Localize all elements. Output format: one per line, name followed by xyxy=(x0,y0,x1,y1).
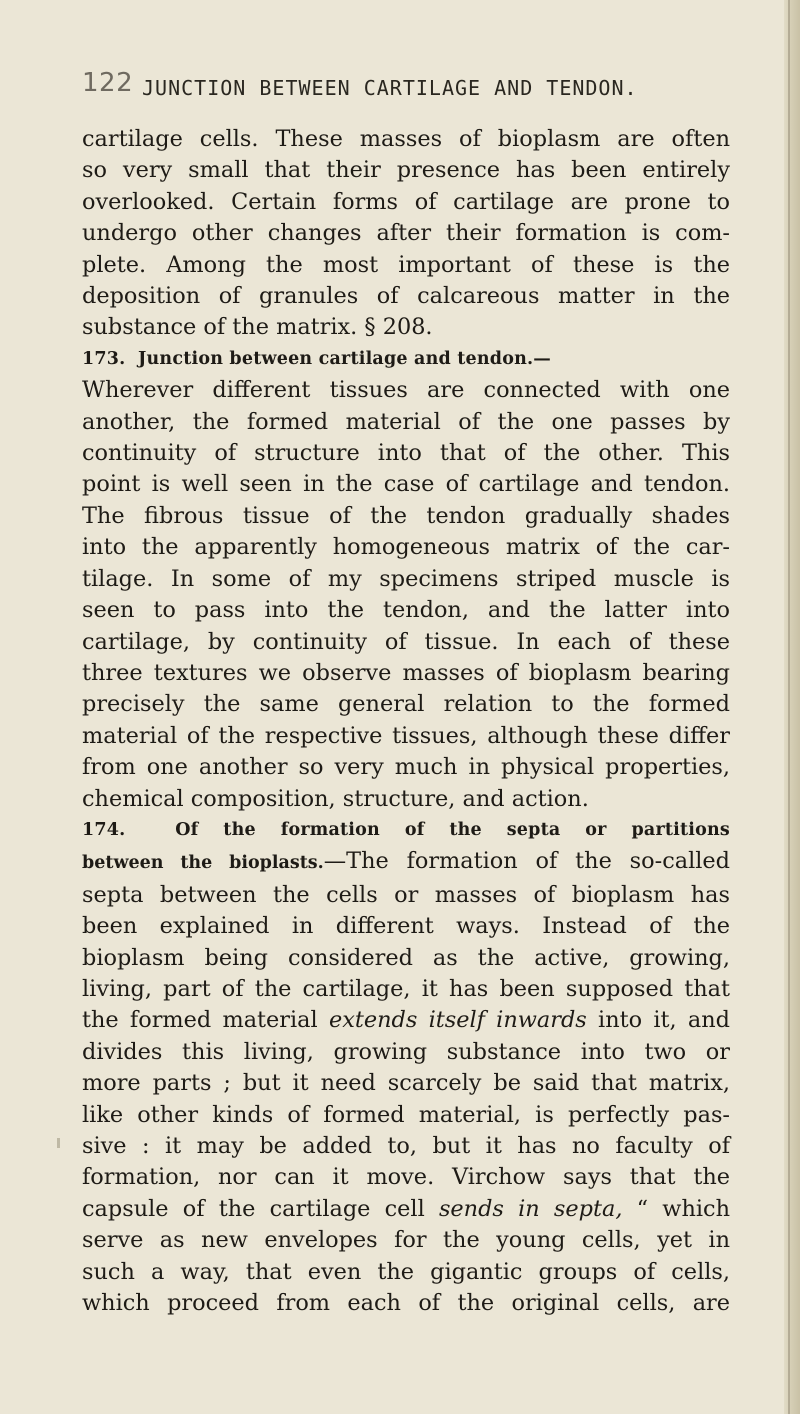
text-line: sive : it may be added to, but it has no faculty of xyxy=(82,1133,730,1159)
italic-phrase: sends in septa, xyxy=(438,1195,623,1222)
running-head: JUNCTION BETWEEN CARTILAGE AND TENDON. xyxy=(142,76,638,100)
text-line: cartilage cells. These masses of bioplasm are often xyxy=(82,126,730,152)
text-line: been explained in different ways. Instead of the xyxy=(82,913,730,940)
section-heading xyxy=(82,344,730,375)
page-edge xyxy=(784,0,800,1414)
text-line: deposition of granules of calcareous matter in the xyxy=(82,283,730,310)
text-line: like other kinds of formed material, is perfectly pas- xyxy=(82,1101,730,1128)
section-title-continued: between the bioplasts. xyxy=(82,853,324,874)
text-line: serve as new envelopes for the young cells, yet in xyxy=(82,1227,730,1254)
text-line: septa between the cells or masses of bioplasm has xyxy=(82,881,730,908)
section-number: 174. xyxy=(82,819,126,840)
text-line: cartilage, by continuity of tissue. In each of these xyxy=(82,628,730,655)
italic-phrase: extends itself inwards xyxy=(328,1007,587,1034)
section-173 xyxy=(82,344,730,815)
section-title: Junction between cartilage and tendon. xyxy=(138,348,534,369)
text-line: formation, nor can it move. Virchow says that the xyxy=(82,1164,730,1191)
text-run: the formed material xyxy=(82,1007,329,1034)
text-line: living, part of the cartilage, it has been supposed that xyxy=(82,975,730,1002)
text-line: into the apparently homogeneous matrix of the car- xyxy=(82,534,730,561)
text-line: from one another so very much in physical properties, xyxy=(82,754,730,781)
dash: — xyxy=(533,348,551,369)
section-title: Of the formation of the septa or partitions xyxy=(175,819,730,840)
page-header xyxy=(82,68,722,104)
text-line: plete. Among the most important of these is the xyxy=(82,251,730,278)
text-line: more parts ; but it need scarcely be said that matrix, xyxy=(82,1070,730,1097)
text-line: so very small that their presence has been entirely xyxy=(82,157,730,184)
ink-speck xyxy=(57,1138,60,1148)
text-line: tilage. In some of my specimens striped muscle is xyxy=(82,565,730,592)
text-run: “ which xyxy=(622,1195,731,1222)
text-line: continuity of structure into that of the other. This xyxy=(82,440,730,467)
text-line: chemical composition, structure, and action. xyxy=(82,785,589,812)
text-line: such a way, that even the gigantic groups of cells, xyxy=(82,1258,730,1285)
text-line: material of the respective tissues, although these differ xyxy=(82,722,730,749)
section-number: 173. xyxy=(82,348,126,369)
text-line: undergo other changes after their formation is com- xyxy=(82,220,730,247)
text-line: precisely the same general relation to the formed xyxy=(82,691,730,718)
page-edge-shadow xyxy=(788,0,790,1414)
page-number: 122 xyxy=(82,68,134,98)
section-heading xyxy=(82,815,730,846)
text-line: Wherever different tissues are connected with one xyxy=(82,377,730,404)
text-line: substance of the matrix. § 208. xyxy=(82,314,433,341)
text-line: another, the formed material of the one passes by xyxy=(82,408,730,435)
text-run: —The formation of the so-called xyxy=(323,848,730,875)
text-run: into it, and xyxy=(586,1007,731,1034)
text-line: bioplasm being considered as the active, growing, xyxy=(82,944,730,971)
section-174 xyxy=(82,815,730,1320)
paragraph-continuation xyxy=(82,124,730,344)
text-line: point is well seen in the case of cartilage and tendon. xyxy=(82,471,730,498)
page-body xyxy=(82,124,730,1319)
text-line: divides this living, growing substance into two or xyxy=(82,1038,730,1065)
text-line: seen to pass into the tendon, and the latter into xyxy=(82,597,730,624)
text-run: capsule of the cartilage cell xyxy=(82,1195,439,1222)
text-line: three textures we observe masses of bioplasm bearing xyxy=(82,659,730,686)
text-line: overlooked. Certain forms of cartilage are prone to xyxy=(82,188,730,215)
text-line xyxy=(82,1194,730,1225)
text-line xyxy=(82,1005,730,1036)
text-line: The fibrous tissue of the tendon gradually shades xyxy=(82,502,730,529)
text-line xyxy=(82,846,730,879)
text-line: which proceed from each of the original cells, are xyxy=(82,1290,730,1317)
